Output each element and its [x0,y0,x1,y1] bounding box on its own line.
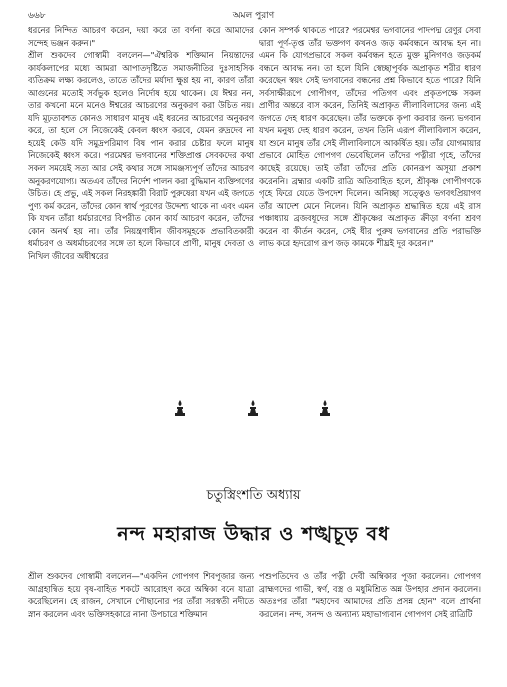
paragraph: কোন সম্পর্ক থাকতে পারে? পরমেশ্বর ভগবানের পাদপদ্ম রেণুর সেবা দ্বারা পূর্ণ-তৃপ্ত তাঁর ভক্তগণ কখনও জড় কর্মবন্ধনে আবদ্ধ হন না। এমন কি যোগপ্রভাবে সকল কর্মবন্ধন হতে মুক্ত মুনিগণও জড়কর্ম বন্ধনে আবদ্ধ নন। তা হলে যিনি স্বেচ্ছাপূর্বক অপ্রাকৃত শরীর ধারণ করেছেন স্বয়ং সেই ভগবানের বন্ধনের প্রশ্ন কিভাবে হতে পারে? যিনি সর্বসাক্ষীরূপে গোপীগণ, তাঁদের পতিগণ এবং প্রকৃতপক্ষে সকল প্রাণীর অন্তরে বাস করেন, তিনিই অপ্রাকৃত লীলাবিলাসের জন্য এই জগতে দেহ ধারণ করেছেন। তাঁর ভক্তকে কৃপা করবার জন্য ভগবান যখন মনুষ্য দেহ ধারণ করেন, তখন তিনি এরূপ লীলাবিলাস করেন, যা শুনে মানুষ তাঁর সেই লীলাবিলাসে আকর্ষিত হয়। তাঁর যোগমায়ার প্রভাবে মোহিত গোপগণ ভেবেছিলেন তাঁদের পত্নীরা গৃহে, তাঁদের কাছেই রয়েছে। তাই তাঁরা তাঁদের প্রতি কোনরূপ অসূয়া প্রকাশ করেননি। ব্রহ্মার একটি রাত্রি অতিবাহিত হলে, শ্রীকৃষ্ণ গোপীগণকে গৃহে ফিরে যেতে উপদেশ দিলেন। অনিচ্ছা সত্ত্বেও ভগবৎপ্রিয়াগণ তাঁর আদেশ মেনে নিলেন। যিনি অপ্রাকৃত শ্রদ্ধান্বিত হয়ে এই রাস পঞ্চাধ্যায় ব্রজবধূদের সঙ্গে শ্রীকৃষ্ণের অপ্রাকৃত ক্রীড়া বর্ণনা শ্রবণ করেন বা কীর্তন করেন, সেই ধীর পুরুষ ভগবানের প্রতি পরাভক্তি লাভ করে হৃদরোগ রূপ জড় কামকে শীঘ্রই দূর করেন।" [259,25,481,249]
paragraph: শ্রীল শুকদেব গোস্বামী বললেন—"একদিন গোপগণ শিবপূজার জন্য আগ্রহান্বিত হয়ে বৃষ-বাহিত শকটে আরোহণ করে অম্বিকা বনে যাত্রা করেছিলেন। হে রাজন, সেখানে পৌছানোর পর তাঁরা সরস্বতী নদীতে স্নান করলেন এবং ভক্তিসহকারে নানা উপচারে শক্তিমান [28,571,254,619]
page-header [28,8,479,22]
paragraph: শ্রীল শুকদেব গোস্বামী বললেন—"ঐশ্বরিক শক্তিমান নিয়ন্তাদের কার্যকলাপের মধ্যে আমরা আপাতদৃষ্টিতে সমাজনীতির দুঃসাহসিক ব্যতিক্রম লক্ষ্য করলেও, তাতে তাঁদের মর্যাদা ক্ষুণ্ণ হয় না, কারণ তাঁরা আগুনের মতোই সর্বভুক হলেও নির্দোষ হয়ে থাকেন। যে ঈশ্বর নন, তার কখনো মনে মনেও ঈশ্বরের আচরণের অনুকরণ করা উচিত নয়। যদি মূঢ়তাবশত কোনও সাধারণ মানুষ এই ধরনের আচরণের অনুকরণ করে, তা হলে সে নিজেকেই কেবল ধ্বংস করবে, যেমন রুদ্রদেব না হয়েই কেউ যদি সমুদ্রপরিমাণ বিষ পান করার চেষ্টার ফলে মানুষ নিজেকেই ধ্বংস করে। পরমেশ্বর ভগবানের শক্তিপ্রাপ্ত সেবকদের কথা সকল সময়েই সত্য আর সেই কথার সঙ্গে সামঞ্জস্যপূর্ণ তাঁদের আচরণ অনুকরণযোগ্য। অতএব তাঁদের নির্দেশ পালন করা বুদ্ধিমান ব্যক্তিগণের উচিত। হে প্রভু, এই সকল নিরহঙ্কারী বিরাট পুরুষেরা যখন এই জগতে পুণ্য কর্ম করেন, তাঁদের কোন স্বার্থ পূরণের উদ্দেশ্য থাকে না এবং এমন কি যখন তাঁরা ধর্মচারণের বিপরীত কোন কার্য আচরণ করেন, তাঁদের কোন অনর্থ হয় না। তাঁর নিয়ন্ত্রণাধীন জীবসমূহকে প্রভাবিতকারী ধর্মাচরণ ও অধর্মাচরণের সঙ্গে তা হলে কিভাবে প্রাণী, মানুষ দেবতা ও নিখিল জীবের অধীশ্বরের [28,50,254,261]
chapter-number: চতুস্ত্রিংশতি অধ্যায় [206,488,301,503]
lamp-ornament-icon [319,399,331,417]
lamp-ornament-icon [247,399,259,417]
running-title: অমল পুরাণ [232,11,275,21]
bottom-right-column [259,570,481,680]
lamp-ornament-icon [174,399,186,417]
chapter-title: নন্দ মহারাজ উদ্ধার ও শঙ্খচূড় বধ [117,523,390,545]
section-divider-ornaments [0,395,507,423]
paragraph: ধরনের নিন্দিত আচরণ করেন, দয়া করে তা বর্ণনা করে আমাদের সন্দেহ ভঞ্জন করুন।" [28,25,254,48]
bottom-left-column [28,570,254,680]
paragraph: পশুপতিদেব ও তাঁর পত্নী দেবী অম্বিকার পূজা করলেন। গোপগণ ব্রাহ্মণদের গাভী, স্বর্ণ, বস্ত্র ও মধুমিশ্রিত অন্ন উপহার প্রদান করলেন। অতঃপর তাঁরা "মহাদেব আমাদের প্রতি প্রসন্ন হোন" বলে প্রার্থনা করলেন। নন্দ, সনন্দ ও অন্যান্য মহাভাগ্যবান গোপগণ সেই রাত্রিটি [259,571,481,619]
page-number: ৬৬৮ [28,11,46,21]
top-right-column [259,24,481,384]
top-left-column [28,24,254,384]
